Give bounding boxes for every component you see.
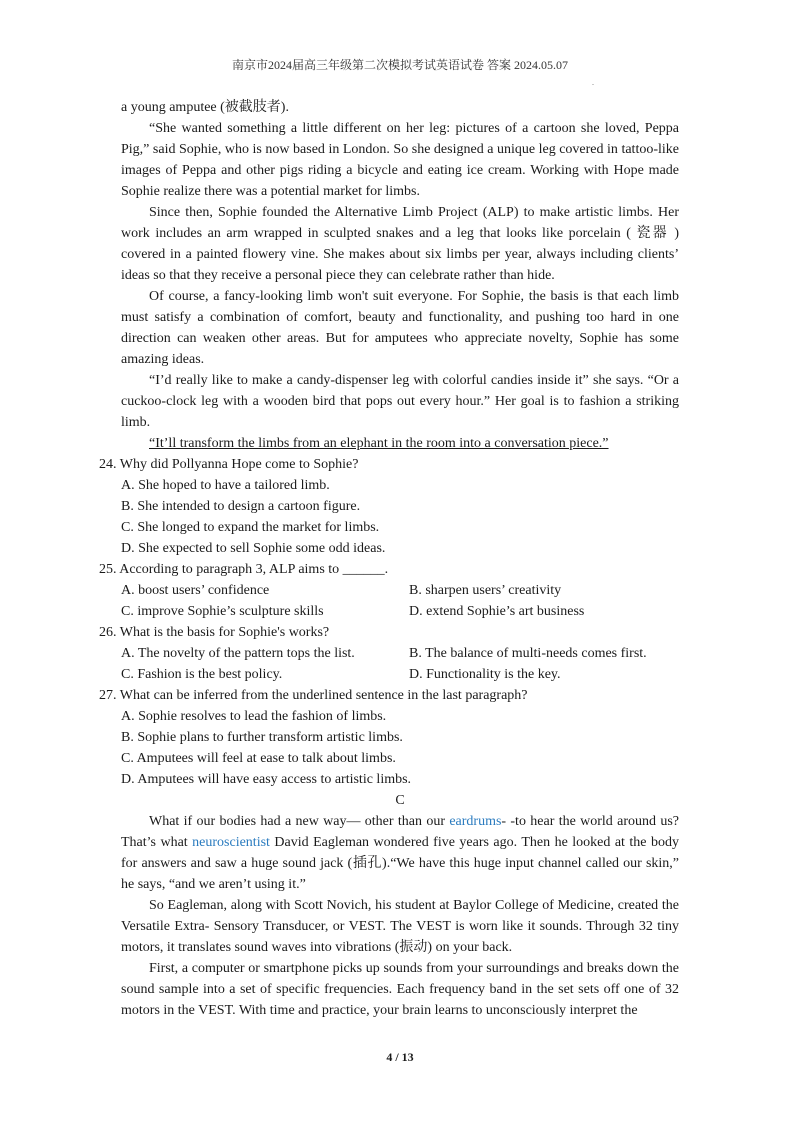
question-stem: 27. What can be inferred from the underlined sentence in the last paragraph? <box>99 688 528 703</box>
page-number: 4 / 13 <box>386 1050 414 1064</box>
passage-c-paragraph-1 <box>121 811 679 895</box>
option-b: B. sharpen users’ creativity <box>409 583 562 598</box>
option-d: D. Amputees will have easy access to artistic limbs. <box>121 772 412 787</box>
text-segment: - -to hear the world around us? That’s what <box>121 814 679 850</box>
question-25 <box>99 559 679 622</box>
option-b: B. She intended to design a cartoon figure. <box>121 499 361 514</box>
option-a: A. The novelty of the pattern tops the list. <box>121 646 355 661</box>
question-stem: 25. According to paragraph 3, ALP aims to ______. <box>99 562 389 577</box>
options-row <box>121 643 679 664</box>
eardrums-link[interactable]: eardrums <box>449 814 502 829</box>
header-dot: . <box>592 78 594 87</box>
option-d: D. Functionality is the key. <box>409 667 561 682</box>
option-a: A. boost users’ confidence <box>121 583 270 598</box>
option-c: C. She longed to expand the market for limbs. <box>121 520 380 535</box>
question-stem: 26. What is the basis for Sophie's works? <box>99 625 330 640</box>
option-a: A. Sophie resolves to lead the fashion of limbs. <box>121 709 387 724</box>
neuroscientist-link[interactable]: neuroscientist <box>192 835 270 850</box>
passage-b-paragraph-5 <box>121 433 679 454</box>
underlined-sentence: “It’ll transform the limbs from an elephant in the room into a conversation piece.” <box>149 436 609 451</box>
options-row <box>121 664 679 685</box>
option-c: C. Fashion is the best policy. <box>121 667 283 682</box>
text-segment: What if our bodies had a new way— other than our <box>149 814 450 829</box>
options-row <box>121 580 679 601</box>
passage-b-paragraph-3: Of course, a fancy-looking limb won't suit everyone. For Sophie, the basis is that each limb must satisfy a combination of comfort, beauty and functionality, and pushing too hard in one direction can weaken other areas. But for amputees who appreciate novelty, Sophie has some amazing ideas. <box>121 289 679 367</box>
passage-b-paragraph-2: Since then, Sophie founded the Alternative Limb Project (ALP) to make artistic limbs. Her work includes an arm wrapped in sculpted snakes and a leg that looks like porcelain ( 瓷器 ) covered in a painted flowery vine. She makes about six limbs per year, always including clients’ ideas so that they receive a personal piece they can celebrate rather than hide. <box>121 205 679 283</box>
section-c-heading: C <box>395 793 405 808</box>
question-27 <box>99 685 679 790</box>
page-header: 南京市2024届高三年级第二次模拟考试英语试卷 答案 2024.05.07 <box>231 58 568 72</box>
option-b: B. The balance of multi-needs comes first. <box>409 646 647 661</box>
document-body <box>99 97 679 1021</box>
options-row <box>121 601 679 622</box>
option-d: D. She expected to sell Sophie some odd ideas. <box>121 541 386 556</box>
option-c: C. Amputees will feel at ease to talk about limbs. <box>121 751 396 766</box>
question-stem: 24. Why did Pollyanna Hope come to Sophie? <box>99 457 359 472</box>
passage-c-paragraph-2: So Eagleman, along with Scott Novich, his student at Baylor College of Medicine, created the Versatile Extra- Sensory Transducer, or VEST. The VEST is worn like it sounds. Through 32 tiny motors, it translates sound waves into vibrations (振动) on your back. <box>121 898 679 955</box>
option-b: B. Sophie plans to further transform artistic limbs. <box>121 730 403 745</box>
question-24 <box>99 454 679 559</box>
option-a: A. She hoped to have a tailored limb. <box>121 478 330 493</box>
text-segment: David Eagleman wondered five years ago. Then he looked at the body for answers and saw a huge sound jack (插孔).“We have this huge input channel called our skin,” he says, “and we aren’t using it.” <box>121 835 679 892</box>
option-c: C. improve Sophie’s sculpture skills <box>121 604 324 619</box>
passage-b-paragraph-1: “She wanted something a little different on her leg: pictures of a cartoon she loved, Peppa Pig,” said Sophie, who is now based in London. So she designed a unique leg covered in tattoo-like images of Peppa and other pigs riding a bicycle and eating ice cream. Working with Hope made Sophie realize there was a potential market for limbs. <box>121 121 679 199</box>
question-26 <box>99 622 679 685</box>
option-d: D. extend Sophie’s art business <box>409 604 585 619</box>
passage-b-paragraph-4: “I’d really like to make a candy-dispenser leg with colorful candies inside it” she says. “Or a cuckoo-clock leg with a wooden bird that pops out every hour.” Her goal is to fashion a striking limb. <box>121 373 679 430</box>
passage-b-fragment: a young amputee (被截肢者). <box>121 100 289 115</box>
passage-c-paragraph-3: First, a computer or smartphone picks up sounds from your surroundings and breaks down the sound sample into a set of specific frequencies. Each frequency band in the set sets off one of 32 motors in the VEST. With time and practice, your brain learns to unconsciously interpret the <box>121 961 679 1018</box>
